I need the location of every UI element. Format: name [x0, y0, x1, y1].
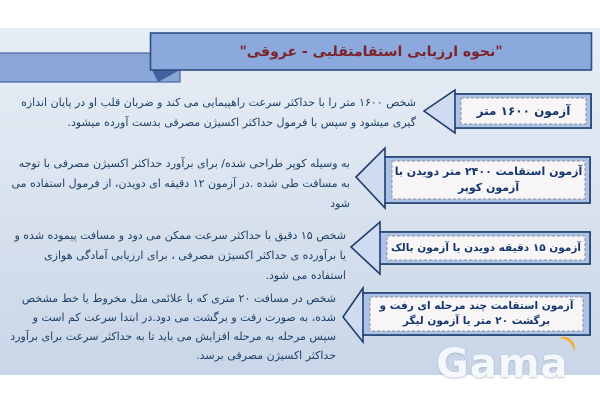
row-description-cooper: به وسیله کوپر طراحی شده/ برای برآورد حداکثر اکسیژن مصرفی با توجه به مسافت طی شده .در آزمون ۱۲ دقیقه ای دویدن، از فرمول استفاده می شود [11, 157, 350, 210]
gama-watermark: Gama [436, 341, 569, 387]
arrow-label: آزمون استقامت ۲۴۰۰ متر دویدن با آزمون کوپر [394, 165, 583, 194]
callout-arrow-1600m [423, 88, 593, 135]
arrow-label: آزمون استقامت چند مرحله ای رفت و برگشت ۲۰ متر یا آزمون لیگر [379, 300, 574, 327]
arrow-label: آزمون ۱۶۰۰ متر [476, 104, 571, 118]
callout-arrow-cooper [355, 146, 592, 210]
gama-crescent-icon [553, 335, 577, 359]
row-description-balke: شخص ۱۵ دقیق با حداکثر سرعت ممکن می دود و مسافت پیموده شده و یا برآورده ی حداکثر اکسیژن مصرفی ، برای ارزیابی آمادگی هوازی استفاده می شود. [14, 229, 346, 282]
arrow-label: آزمون ۱۵ دقیقه دویدن یا آزمون بالک [391, 242, 581, 254]
row-description-1600m: شخص ۱۶۰۰ متر را با حداکثر سرعت راهپیمایی می کند و ضربان قلب او در پایان اندازه گیری میشود و سپس با فرمول حداکثر اکسیژن مصرفی بدست آورده میشود. [21, 96, 416, 129]
row-description-leger: شخص در مسافت ۲۰ متری که با علائمی مثل مخروط یا خط مشخص شده، به صورت رفت و برگشت می دود.در ابتدا سرعت کم است و سپس مرحله به مرحله افزایش می باید تا به حداکثر سرعت برای برآورد حداکثر اکسیژن مصرفی برسد. [10, 292, 336, 362]
callout-arrow-balke [350, 218, 592, 277]
page-title: "نحوه ارزیابی استقامتقلبی - عروقی" [239, 43, 503, 60]
